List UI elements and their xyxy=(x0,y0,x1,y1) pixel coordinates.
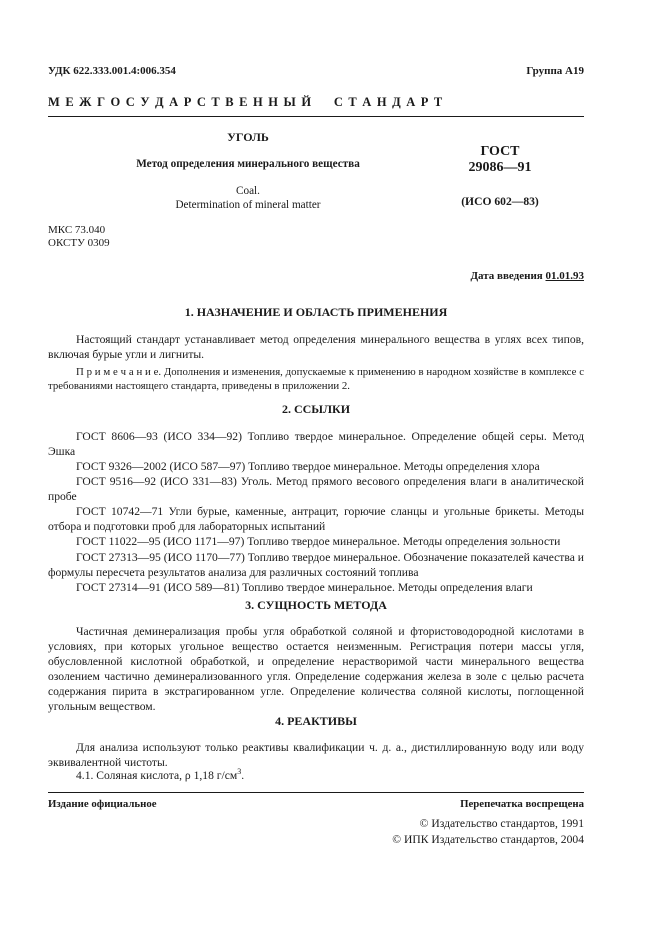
introduction-date-label: Дата введения xyxy=(470,270,546,282)
reagent-item-end: . xyxy=(241,768,245,782)
copyright-1991: © Издательство стандартов, 1991 xyxy=(419,817,584,830)
header-rule xyxy=(48,116,584,117)
edition-label: Издание официальное xyxy=(48,798,157,810)
reagent-item-text: 4.1. Соляная кислота, ρ 1,18 г/см xyxy=(76,768,238,782)
reagent-item-4-1 xyxy=(48,767,584,783)
footer-rule xyxy=(48,792,584,793)
english-subject: Coal. xyxy=(236,185,260,197)
document-method-title: Метод определения минерального вещества xyxy=(136,158,360,170)
reference-item: ГОСТ 10742—71 Угли бурые, каменные, антрацит, горючие сланцы и угольные брикеты. Методы отбора и подготовки проб для лабораторных испытаний xyxy=(48,505,584,534)
udk-code: УДК 622.333.001.4:006.354 xyxy=(48,65,176,77)
copyright-2004: © ИПК Издательство стандартов, 2004 xyxy=(392,833,584,846)
introduction-date-value: 01.01.93 xyxy=(545,270,584,282)
document-subject: УГОЛЬ xyxy=(227,130,269,144)
reference-item: ГОСТ 27313—95 (ИСО 1170—77) Топливо твердое минеральное. Обозначение показателей качества и формулы пересчета результатов анализа для различных состояний топлива xyxy=(48,550,584,579)
introduction-date xyxy=(470,269,584,283)
iso-reference: (ИСО 602—83) xyxy=(461,195,539,208)
section-2-heading: 2. ССЫЛКИ xyxy=(281,402,351,416)
reference-item: ГОСТ 8606—93 (ИСО 334—92) Топливо твердое минеральное. Определение общей серы. Метод Эшка xyxy=(48,430,584,459)
reference-item: ГОСТ 9516—92 (ИСО 331—83) Уголь. Метод прямого весового определения влаги в аналитической пробе xyxy=(48,475,584,504)
references-list xyxy=(48,429,584,595)
standard-banner: М Е Ж Г О С У Д А Р С Т В Е Н Н Ы Й С Т А Н Д А Р Т xyxy=(48,95,444,109)
gost-number: 29086—91 xyxy=(468,160,532,175)
section-1-heading: 1. НАЗНАЧЕНИЕ И ОБЛАСТЬ ПРИМЕНЕНИЯ xyxy=(184,305,448,319)
gost-label: ГОСТ xyxy=(480,144,520,159)
section-1-note: П р и м е ч а н и е. Дополнения и изменения, допускаемые к применению в народном хозяйстве в комплексе с требованиями настоящего стандарта, приведены в приложении 2. xyxy=(48,366,584,393)
reference-item: ГОСТ 27314—91 (ИСО 589—81) Топливо твердое минеральное. Методы определения влаги xyxy=(76,580,533,594)
section-3-text: Частичная деминерализация пробы угля обработкой соляной и фтористоводородной кислотами в условиях, при которых угольное вещество остается неизменным. Регистрация потери массы угля, обусловленной кислотной обработкой, и определение нерастворимой части минерального вещества озолением частично деминерализованного угля. Определение содержания железа в золе с целью расчета содержания пирита в экстрагированном угле. Определение количества соляной кислоты, поглощенной угольным веществом. xyxy=(48,625,584,714)
group-code: Группа А19 xyxy=(526,65,584,77)
reagent-item-superscript: 3 xyxy=(237,767,242,776)
reprint-label: Перепечатка воспрещена xyxy=(460,798,584,810)
english-method-title: Determination of mineral matter xyxy=(175,199,321,211)
section-4-heading: 4. РЕАКТИВЫ xyxy=(275,714,357,728)
reference-item: ГОСТ 9326—2002 (ИСО 587—97) Топливо твердое минеральное. Методы определения хлора xyxy=(76,460,540,474)
okstu-code: ОКСТУ 0309 xyxy=(48,237,110,249)
section-3-heading: 3. СУЩНОСТЬ МЕТОДА xyxy=(245,598,387,612)
mks-code: МКС 73.040 xyxy=(48,224,106,236)
reference-item: ГОСТ 11022—95 (ИСО 1171—97) Топливо твердое минеральное. Методы определения зольности xyxy=(76,535,561,549)
section-4-text: Для анализа используют только реактивы квалификации ч. д. а., дистиллированную воду или воду эквивалентной чистоты. xyxy=(48,741,584,770)
section-1-text: Настоящий стандарт устанавливает метод определения минерального вещества в углях всех типов, включая бурые угли и лигниты. xyxy=(48,333,584,362)
